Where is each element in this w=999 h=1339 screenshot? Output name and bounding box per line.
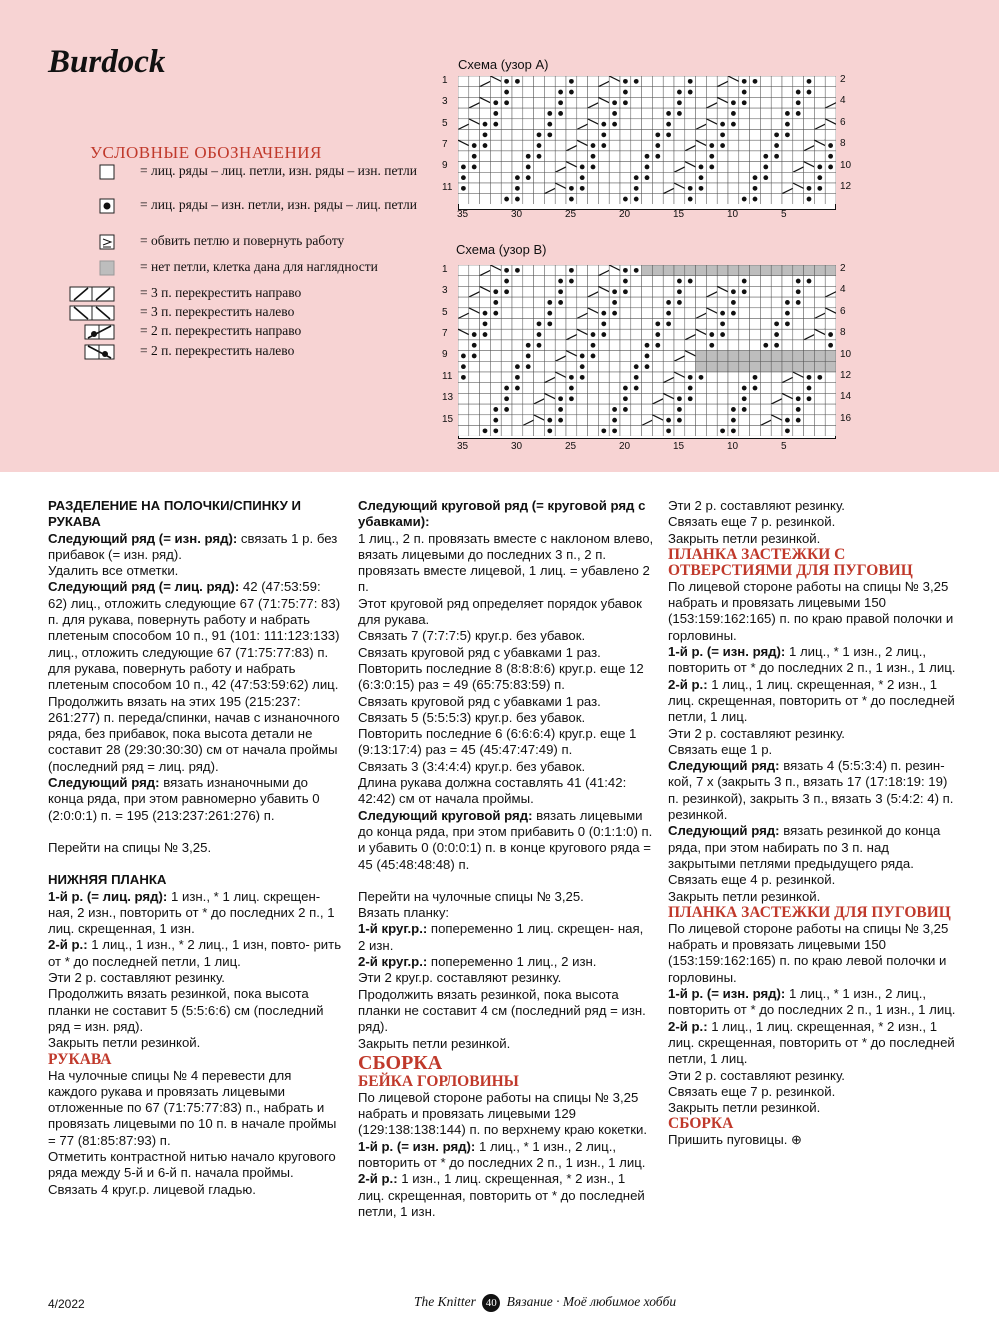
paragraph — [358, 987, 654, 1036]
legend-title: УСЛОВНЫЕ ОБОЗНАЧЕНИЯ — [90, 143, 322, 162]
column-number: 10 — [727, 209, 739, 221]
paragraph-text: Продолжить вязать резинкой, пока высота планки не составит 4 см (последний ряд = изн. ряд). — [358, 986, 646, 1035]
row-number-left: 7 — [442, 327, 448, 339]
paragraph — [358, 954, 654, 970]
paragraph-text: На чулочные спицы № 4 перевести для каждого рукава и провязать лицевыми отложенные по 67 (71:75:77:83) п., набрать и провязать лицевыми по 10 п. в начале проймы = 77 (81:85:87:93) п. — [48, 1067, 337, 1148]
paragraph — [358, 775, 654, 808]
paragraph — [358, 531, 654, 596]
paragraph — [668, 889, 958, 905]
paragraph-text: 42 (47:53:59: 62) лиц., отложить следующие 67 (71:75:77: 83) п. для рукава, повернуть работу и набрать плетеным способом 10 п., 91 (101: 111:123:133) лиц., отложить следующие 67 (71:75:77:83) п. для рукава, повернуть работу и набрать плетеным способом 10 п., 42 (47:53:59:62) лиц. — [48, 579, 341, 693]
paragraph — [668, 498, 958, 514]
paragraph-text: 1 лиц., * 1 изн., 2 лиц., повторить от * до последних 2 п., 1 изн., 1 лиц. — [668, 644, 956, 676]
bold-lead: 2-й р.: — [668, 676, 708, 692]
row-number-left: 9 — [442, 160, 448, 172]
bold-lead: Следующий ряд: — [668, 758, 780, 774]
row-number-right: 6 — [840, 305, 846, 317]
paragraph — [358, 1036, 654, 1052]
paragraph-text: По лицевой стороне работы на спицы № 3,25 набрать и провязать лицевыми 150 (153:159:162:165) п. по краю правой полочки и горловины. — [668, 578, 954, 643]
row-number-right: 8 — [840, 327, 846, 339]
column-number: 35 — [457, 441, 469, 453]
paragraph — [48, 937, 343, 970]
paragraph — [48, 694, 343, 775]
paragraph-text: 1 лиц., 1 изн., * 2 лиц., 1 изн, повто- рить от * до последней петли, 1 лиц. — [48, 937, 342, 969]
paragraph — [48, 1068, 343, 1149]
row-number-right: 8 — [840, 138, 846, 150]
paragraph-text: Эти 2 круг.р. составляют резинку. — [358, 970, 562, 986]
paragraph — [668, 823, 958, 872]
column-number: 15 — [673, 441, 685, 453]
paragraph — [48, 840, 343, 856]
row-number-right: 2 — [840, 263, 846, 274]
paragraph — [48, 579, 343, 693]
chart-a-grid — [458, 76, 836, 210]
row-number-right: 2 — [840, 74, 846, 85]
paragraph-text: Отметить контрастной нитью начало кругового ряда между 5-й и 6-й п. начала проймы. — [48, 1148, 336, 1181]
paragraph-text: Закрыть петли резинкой. — [668, 888, 821, 904]
cross-left-3-icon — [68, 305, 128, 319]
paragraph — [358, 1171, 654, 1220]
bold-lead: 1-й круг.р.: — [358, 921, 428, 937]
row-number-right: 6 — [840, 116, 846, 128]
row-number-left: 1 — [442, 74, 448, 86]
bold-lead: 1-й р. (= лиц. ряд): — [48, 888, 168, 904]
bold-lead: Следующий ряд: — [668, 823, 780, 839]
paragraph-text: Длина рукава должна составлять 41 (41:42: 42:42) см от начала проймы. — [358, 775, 627, 807]
paragraph-text: 1 лиц., * 1 изн., 2 лиц., повторить от * до последних 2 п., 1 изн., 1 лиц. — [668, 986, 956, 1018]
column-2 — [358, 498, 654, 1220]
column-number: 5 — [781, 441, 787, 453]
column-1 — [48, 498, 343, 1198]
paragraph — [48, 775, 343, 824]
paragraph-text: 1 лиц., 2 п. провязать вместе с наклоном влево, вязать лицевыми до последних 3 п., 2 п. провязать вместе лицевой, 1 лиц. = убавлено 2 п. — [358, 530, 654, 595]
legend-item-text: = лиц. ряды – лиц. петли, изн. ряды – изн. петли — [140, 163, 417, 178]
paragraph — [358, 1090, 654, 1139]
bold-lead: 1-й р. (= изн. ряд): — [668, 986, 786, 1002]
paragraph — [48, 563, 343, 579]
paragraph — [358, 921, 654, 954]
paragraph-text: Эти 2 р. составляют резинку. — [668, 498, 845, 513]
row-number-left: 1 — [442, 263, 448, 275]
bold-lead: Следующий круговой ряд: — [358, 807, 533, 823]
paragraph — [668, 726, 958, 742]
section-title: ПЛАНКА ЗАСТЕЖКИ ДЛЯ ПУГОВИЦ — [668, 903, 951, 921]
paragraph-text: вязать лицевыми до конца ряда, при этом прибавить 0 (0:1:1:0) п. и убавить 0 (0:0:0:1) п. в конце кругового ряда = 45 (45:48:48:48) п. — [358, 807, 653, 872]
paragraph — [668, 986, 958, 1019]
paragraph — [668, 758, 958, 823]
paragraph — [358, 726, 654, 759]
paragraph-text: Связать 4 круг.р. лицевой гладью. — [48, 1181, 256, 1197]
bold-lead: 2-й р.: — [358, 1171, 398, 1187]
paragraph-text: Связать круговой ряд с убавками 1 раз. — [358, 693, 601, 709]
paragraph — [48, 889, 343, 938]
row-number-left: 11 — [442, 181, 453, 193]
paragraph-text: Связать 5 (5:5:5:3) круг.р. без убавок. — [358, 709, 586, 725]
legend-item-text: = 2 п. перекрестить налево — [140, 343, 295, 358]
paragraph — [668, 921, 958, 986]
paragraph — [358, 889, 654, 905]
paragraph-text: Эти 2 р. составляют резинку. — [48, 970, 225, 986]
chart-b-title: Схема (узор B) — [456, 242, 547, 257]
paragraph-text: Связать еще 7 р. резинкой. — [668, 514, 836, 530]
bold-lead: Следующий ряд: — [48, 775, 160, 791]
paragraph-text: Этот круговой ряд определяет порядок убавок для рукава. — [358, 595, 642, 628]
paragraph-text: попеременно 1 лиц. скрещен- ная, 2 изн. — [358, 921, 644, 953]
paragraph-text: Связать 3 (3:4:4:4) круг.р. без убавок. — [358, 758, 586, 774]
section-title: СБОРКА — [668, 1115, 734, 1133]
purl-dot-icon — [68, 198, 128, 212]
row-number-left: 5 — [442, 306, 448, 318]
paragraph-text: Закрыть петли резинкой. — [48, 1035, 201, 1051]
paragraph — [48, 986, 343, 1035]
footer-brand — [414, 1294, 676, 1312]
paragraph — [668, 1019, 958, 1068]
section-title: БЕЙКА ГОРЛОВИНЫ — [358, 1072, 519, 1090]
section-heading: Следующий круговой ряд (= круговой ряд с убавками): — [358, 498, 646, 530]
paragraph-text: По лицевой стороне работы на спицы № 3,25 набрать и провязать лицевыми 129 (129:138:138:144) п. по верхнему краю кокетки. — [358, 1089, 648, 1138]
paragraph — [668, 514, 958, 530]
paragraph — [668, 1132, 958, 1148]
paragraph — [358, 1139, 654, 1172]
paragraph — [358, 970, 654, 986]
paragraph-text: вязать изнаночными до конца ряда, при этом равномерно убавить 0 (2:0:0:1) п. = 195 (213:237:261:276) п. — [48, 775, 320, 823]
row-number-left: 7 — [442, 138, 448, 150]
paragraph-text: Закрыть петли резинкой. — [668, 530, 821, 546]
paragraph — [358, 808, 654, 873]
legend-item-text: = 3 п. перекрестить налево — [140, 304, 295, 319]
issue-number: 4/2022 — [48, 1297, 85, 1311]
row-number-left: 3 — [442, 285, 448, 297]
row-number-right: 16 — [840, 412, 852, 424]
paragraph — [668, 1100, 958, 1116]
legend-item-text: = 3 п. перекрестить направо — [140, 285, 302, 300]
paragraph-text: Связать еще 4 р. резинкой. — [668, 872, 836, 888]
paragraph — [358, 661, 654, 694]
row-number-right: 4 — [840, 95, 846, 107]
paragraph-text: Вязать планку: — [358, 905, 450, 921]
legend-item-text: = нет петли, клетка дана для наглядности — [140, 259, 378, 274]
bold-lead: 1-й р. (= изн. ряд): — [668, 644, 786, 660]
bold-lead: Следующий ряд (= изн. ряд): — [48, 530, 238, 546]
row-number-right: 10 — [840, 348, 852, 360]
paragraph — [48, 970, 343, 986]
footer-tagline: Вязание · Моё любимое хобби — [506, 1294, 677, 1309]
page-number: 40 — [482, 1294, 500, 1312]
paragraph — [48, 1035, 343, 1051]
spacer — [48, 824, 343, 840]
paragraph — [358, 905, 654, 921]
section-heading: НИЖНЯЯ ПЛАНКА — [48, 872, 167, 888]
paragraph-text: Продолжить вязать резинкой, пока высота планки не составит 5 (5:5:6:6) см (последний ряд = изн. ряд). — [48, 986, 324, 1034]
paragraph — [358, 710, 654, 726]
row-number-left: 3 — [442, 96, 448, 108]
paragraph-text: 1 лиц., 1 лиц. скрещенная, * 2 изн., 1 лиц. скрещенная, повторить от * до последней петли, 1 лиц. — [668, 676, 955, 725]
column-number: 10 — [727, 441, 739, 453]
row-number-right: 12 — [840, 181, 852, 192]
paragraph — [358, 596, 654, 629]
bold-lead: 2-й р.: — [668, 1018, 708, 1034]
paragraph — [668, 531, 958, 547]
column-number: 25 — [565, 209, 577, 221]
paragraph-text: Повторить последние 6 (6:6:6:4) круг.р. еще 1 (9:13:17:4) раз = 45 (45:47:47:49) п. — [358, 726, 637, 758]
paragraph — [48, 531, 343, 564]
legend-item-text: = обвить петлю и повернуть работу — [140, 233, 345, 248]
paragraph — [358, 628, 654, 644]
paragraph-text: Пришить пуговицы. ⊕ — [668, 1132, 803, 1148]
paragraph-text: Закрыть петли резинкой. — [358, 1035, 511, 1051]
section-title: ПЛАНКА ЗАСТЕЖКИ С ОТВЕРСТИЯМИ ДЛЯ ПУГОВИЦ — [668, 545, 913, 579]
section-title: РУКАВА — [48, 1050, 112, 1068]
paragraph — [668, 644, 958, 677]
paragraph-text: Связать 7 (7:7:7:5) круг.р. без убавок. — [358, 628, 586, 644]
paragraph-text: вязать резинкой до конца ряда, при этом набирать по 3 п. над закрытыми петлями предыдущего ряда. — [668, 823, 941, 871]
wrap-turn-icon — [68, 234, 128, 248]
paragraph-text: 1 изн., * 1 лиц. скрещен- ная, 2 изн., повторить от * до последних 2 п., 1 лиц. скрещенная, 1 изн. — [48, 888, 335, 937]
column-number: 20 — [619, 209, 631, 221]
knit-box-icon — [68, 164, 128, 178]
paragraph-text: Связать круговой ряд с убавками 1 раз. — [358, 644, 601, 660]
paragraph-text: вязать 4 (5:5:3:4) п. резин- кой, 7 х (закрыть 3 п., вязать 17 (17:18:19: 19) п. резинкой), закрыть 3 п., вязать 3 (5:4:2: 4) п. резинкой. — [668, 758, 954, 823]
column-number: 15 — [673, 209, 685, 221]
section-heading: РАЗДЕЛЕНИЕ НА ПОЛОЧКИ/СПИНКУ И РУКАВА — [48, 498, 301, 530]
brand-name: The Knitter — [414, 1294, 476, 1309]
column-number: 30 — [511, 209, 523, 221]
bold-lead: 2-й р.: — [48, 937, 88, 953]
no-stitch-grey-icon — [68, 260, 128, 274]
paragraph-text: Продолжить вязать на этих 195 (215:237: 261:277) п. переда/спинки, начав с изнаночного ряда, без прибавок, пока высота детали не составит 28 (29:30:30:30) см от начала проймы (последний ряд = лиц. ряд). — [48, 693, 340, 774]
cross-left-2-icon — [68, 344, 128, 358]
paragraph-text: По лицевой стороне работы на спицы № 3,25 набрать и провязать лицевыми 150 (153:159:162:165) п. по краю левой полочки и горловины. — [668, 920, 949, 985]
column-number: 30 — [511, 441, 523, 453]
column-number: 35 — [457, 209, 469, 221]
paragraph-text: 1 лиц., 1 лиц. скрещенная, * 2 изн., 1 лиц. скрещенная, повторить от * до последней петли, 1 лиц. — [668, 1018, 955, 1067]
paragraph — [668, 1084, 958, 1100]
section-title-large: СБОРКА — [358, 1051, 443, 1074]
bold-lead: 1-й р. (= изн. ряд): — [358, 1138, 476, 1154]
paragraph — [48, 1182, 343, 1198]
paragraph — [668, 579, 958, 644]
row-number-right: 10 — [840, 159, 852, 171]
row-number-left: 13 — [442, 392, 454, 404]
row-number-left: 9 — [442, 349, 448, 361]
legend-item-text: = 2 п. перекрестить направо — [140, 323, 302, 338]
column-3 — [668, 498, 958, 1149]
chart-b-grid — [458, 265, 836, 439]
paragraph — [668, 742, 958, 758]
paragraph — [668, 677, 958, 726]
paragraph-text: Эти 2 р. составляют резинку. — [668, 1067, 845, 1083]
cross-right-3-icon — [68, 286, 128, 300]
paragraph-text: Закрыть петли резинкой. — [668, 1100, 821, 1116]
row-number-left: 11 — [442, 370, 453, 382]
row-number-right: 14 — [840, 391, 852, 403]
paragraph — [358, 759, 654, 775]
paragraph-text: Перейти на спицы № 3,25. — [48, 839, 212, 855]
row-number-left: 15 — [442, 413, 454, 425]
paragraph-text: 1 изн., 1 лиц. скрещенная, * 2 изн., 1 лиц. скрещенная, повторить от * до последней петли, 1 изн. — [358, 1171, 645, 1219]
page-title: Burdock — [48, 44, 166, 80]
column-number: 20 — [619, 441, 631, 453]
paragraph — [358, 645, 654, 661]
spacer — [358, 873, 654, 889]
legend-item-text: = лиц. ряды – изн. петли, изн. ряды – лиц. петли — [140, 197, 417, 212]
paragraph-text: Удалить все отметки. — [48, 563, 179, 579]
row-number-right: 12 — [840, 370, 852, 381]
paragraph-text: попеременно 1 лиц., 2 изн. — [427, 954, 597, 970]
paragraph-text: Эти 2 р. составляют резинку. — [668, 725, 845, 741]
chart-a-title: Схема (узор A) — [458, 57, 549, 72]
column-number: 25 — [565, 441, 577, 453]
column-number: 5 — [781, 209, 787, 221]
spacer — [48, 856, 343, 872]
bold-lead: Следующий ряд (= лиц. ряд): — [48, 579, 240, 595]
paragraph-text: 1 лиц., * 1 изн., 2 лиц., повторить от * до последних 2 п., 1 изн., 1 лиц. — [358, 1138, 646, 1170]
paragraph-text: Повторить последние 8 (8:8:8:6) круг.р. еще 12 (6:3:0:15) раз = 49 (65:75:83:59) п. — [358, 660, 644, 693]
row-number-left: 5 — [442, 117, 448, 129]
row-number-right: 4 — [840, 284, 846, 296]
paragraph-text: Перейти на чулочные спицы № 3,25. — [358, 888, 584, 904]
bold-lead: 2-й круг.р.: — [358, 954, 428, 970]
cross-right-2-icon — [68, 324, 128, 338]
paragraph-text: Связать еще 7 р. резинкой. — [668, 1083, 836, 1099]
paragraph — [668, 872, 958, 888]
paragraph-text: связать 1 р. без прибавок (= изн. ряд). — [48, 530, 338, 562]
paragraph — [48, 1149, 343, 1182]
paragraph — [358, 694, 654, 710]
paragraph-text: Связать еще 1 р. — [668, 741, 773, 757]
paragraph — [668, 1068, 958, 1084]
